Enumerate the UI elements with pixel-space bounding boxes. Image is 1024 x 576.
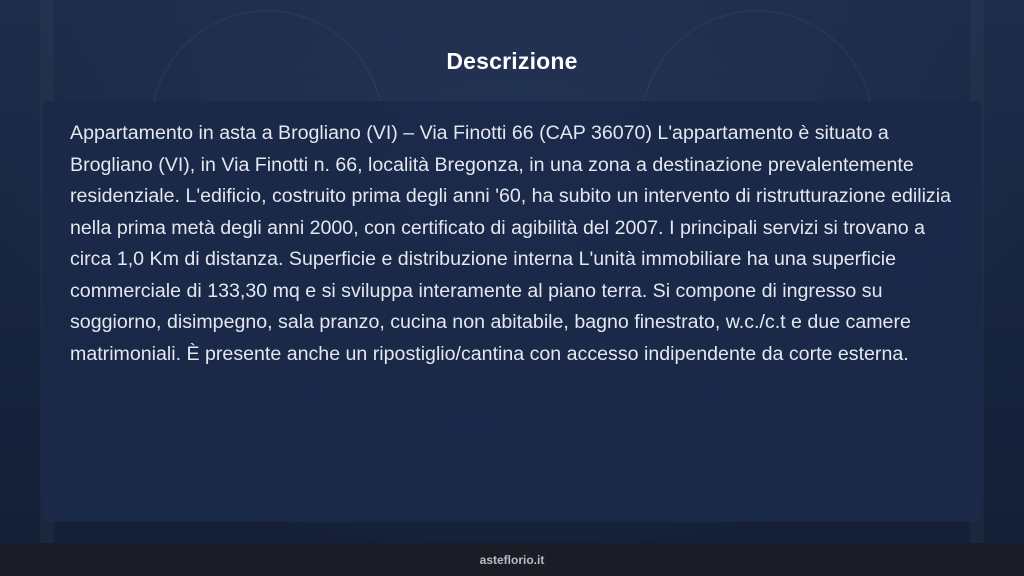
- description-text: Appartamento in asta a Brogliano (VI) – Via Finotti 66 (CAP 36070) L'appartamento è situato a Brogliano (VI), in Via Finotti n. 66, località Bregonza, in una zona a destinazione prevalentemente residenziale. L'edificio, costruito prima degli anni '60, ha subito un intervento di ristrutturazione edilizia nella prima metà degli anni 2000, con certificato di agibilità del 2007. I principali servizi si trovano a circa 1,0 Km di distanza. Superficie e distribuzione interna L'unità immobiliare ha una superficie commerciale di 133,30 mq e si sviluppa interamente al piano terra. Si compone di ingresso su soggiorno, disimpegno, sala pranzo, cucina non abitabile, bagno finestrato, w.c./c.t e due camere matrimoniali. È presente anche un ripostiglio/cantina con accesso indipendente da corte esterna.: [70, 122, 951, 365]
- description-card: [42, 101, 982, 522]
- footer-site-label: asteflorio.it: [479, 552, 545, 567]
- page-title: Descrizione: [446, 48, 578, 74]
- footer-bar: [0, 543, 1024, 576]
